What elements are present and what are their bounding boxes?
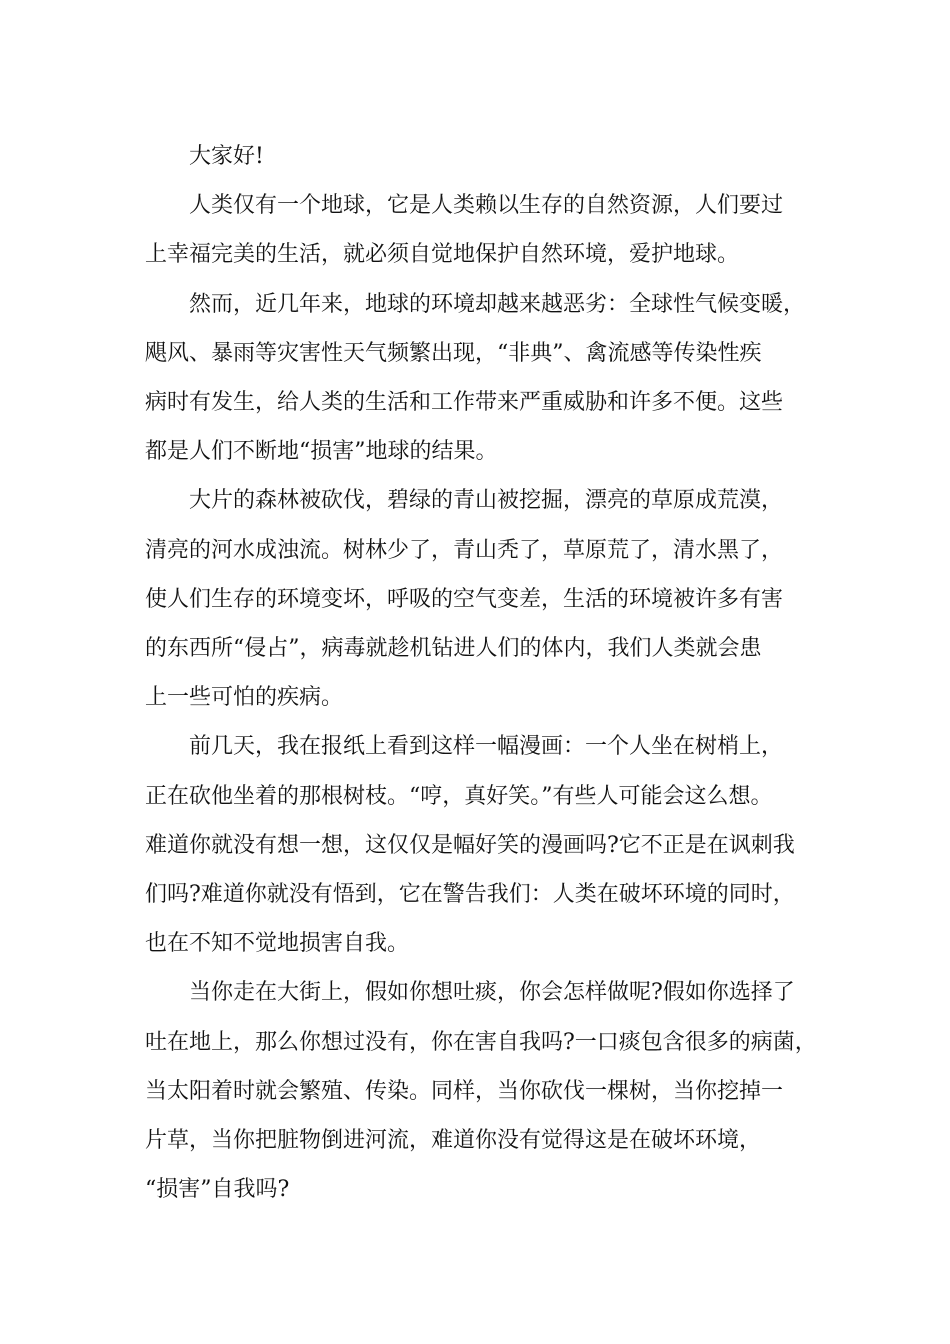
paragraph-greeting (145, 132, 825, 181)
paragraph-environment-worsening (145, 280, 825, 477)
text-line: 都是人们不断地“损害”地球的结果。 (145, 439, 498, 465)
text-line: 病时有发生，给人类的生活和工作带来严重威胁和许多不便。这些 (145, 390, 784, 416)
text-line: 前几天，我在报纸上看到这样一幅漫画：一个人坐在树梢上， (189, 734, 784, 760)
text-line: 当你走在大街上，假如你想吐痰，你会怎样做呢?假如你选择了 (189, 980, 795, 1006)
text-line: 大家好! (189, 144, 264, 169)
text-line: 们吗?难道你就没有悟到，它在警告我们：人类在破坏环境的同时， (145, 882, 795, 908)
text-line: 吐在地上，那么你想过没有，你在害自我吗?一口痰包含很多的病菌， (145, 1029, 817, 1055)
text-line: 飓风、暴雨等灾害性天气频繁出现，“非典”、禽流感等传染性疾 (145, 340, 762, 366)
text-line: 人类仅有一个地球，它是人类赖以生存的自然资源，人们要过 (189, 193, 784, 219)
text-line: 然而，近几年来，地球的环境却越来越恶劣：全球性气候变暖， (189, 291, 806, 317)
text-line: 片草，当你把脏物倒进河流，难道你没有觉得这是在破坏环境， (145, 1128, 762, 1154)
text-line: 使人们生存的环境变坏，呼吸的空气变差，生活的环境被许多有害 (145, 586, 784, 612)
text-line: 上一些可怕的疾病。 (145, 685, 344, 711)
paragraph-cartoon (145, 722, 825, 968)
text-line: 当太阳着时就会繁殖、传染。同样，当你砍伐一棵树，当你挖掉一 (145, 1078, 784, 1104)
text-line: 的东西所“侵占”，病毒就趁机钻进人们的体内，我们人类就会患 (145, 636, 762, 662)
document-body (145, 132, 825, 1214)
text-line: “损害”自我吗? (145, 1177, 290, 1203)
text-line: 也在不知不觉地损害自我。 (145, 931, 410, 957)
paragraph-spitting (145, 968, 825, 1214)
text-line: 正在砍他坐着的那根树枝。“哼，真好笑。”有些人可能会这么想。 (145, 783, 773, 809)
text-line: 上幸福完美的生活，就必须自觉地保护自然环境，爱护地球。 (145, 242, 740, 268)
text-line: 清亮的河水成浊流。树林少了，青山秃了，草原荒了，清水黑了， (145, 537, 784, 563)
paragraph-one-earth (145, 181, 825, 279)
text-line: 难道你就没有想一想，这仅仅是幅好笑的漫画吗?它不正是在讽刺我 (145, 832, 795, 858)
text-line: 大片的森林被砍伐，碧绿的青山被挖掘，漂亮的草原成荒漠， (189, 488, 784, 514)
paragraph-forest-destruction (145, 476, 825, 722)
